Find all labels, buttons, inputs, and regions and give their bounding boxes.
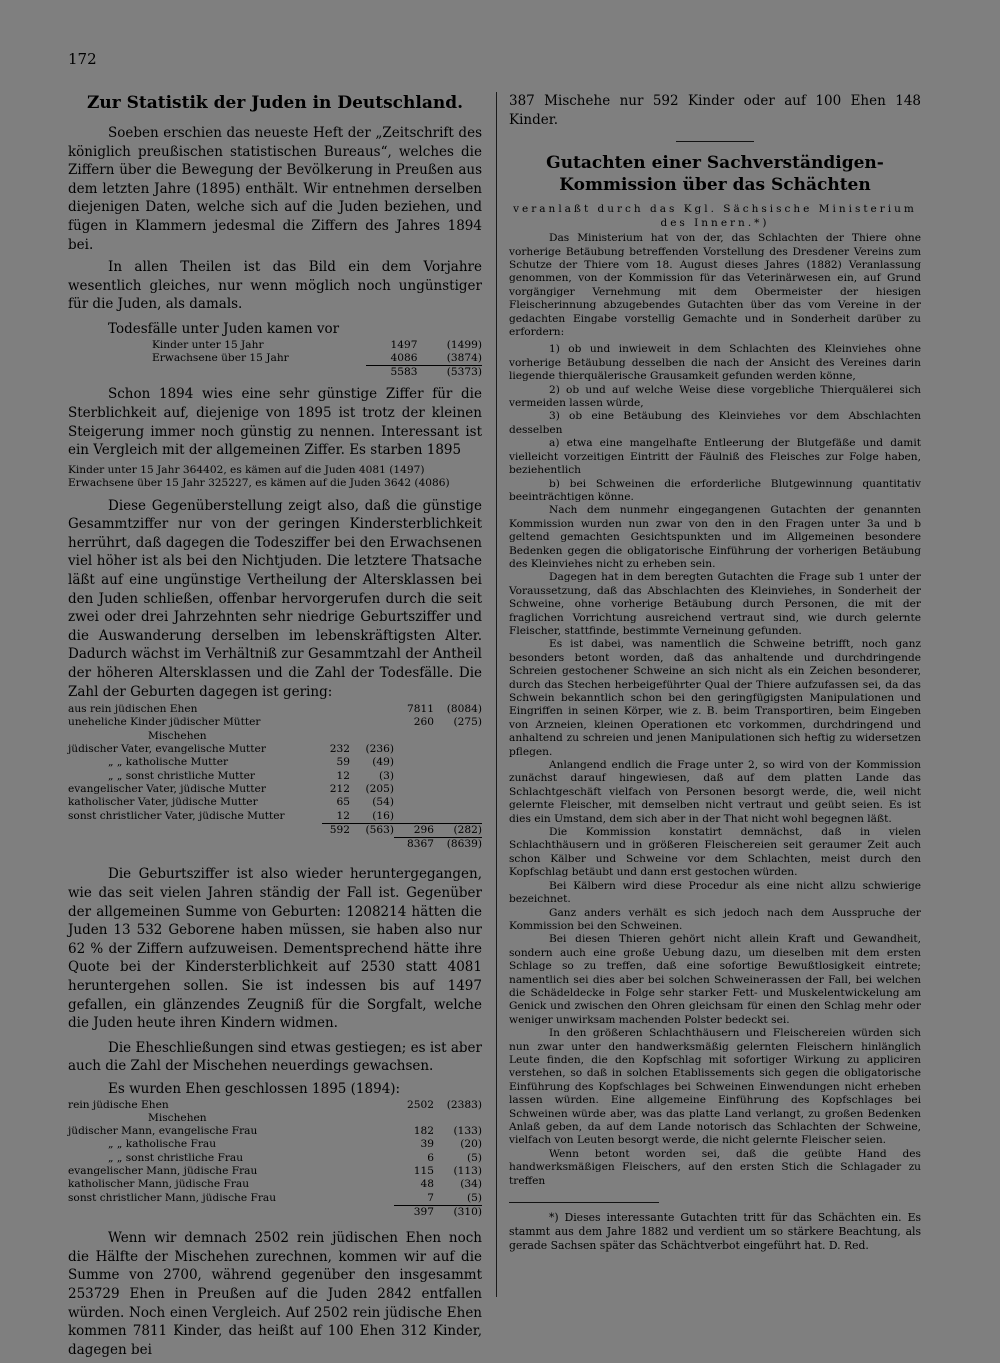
table-cell [394, 783, 434, 796]
table-cell: evangelischer Mann, jüdische Frau [68, 1165, 258, 1178]
table-cell: jüdischer Vater, evangelische Mutter [68, 743, 266, 756]
table-cell: uneheliche Kinder jüdischer Mütter [68, 716, 261, 729]
table-row [68, 796, 482, 809]
paragraph: Wenn wir demnach 2502 rein jüdischen Ehen noch die Hälfte der Mischehen zurechnen, kommen wir auf die Summe von 2700, während gegenüber den insgesammt 253729 Ehen in Preußen auf die Juden 2842 entfallen würden. Noch einen Vergleich. Auf 2502 rein jüdische Ehen kommen 7811 Kinder, das heißt auf 100 Ehen 312 Kinder, dagegen bei [68, 1230, 482, 1358]
paragraph: Die Geburtsziffer ist also wieder heruntergegangen, wie das seit vielen Jahren ständig der Fall ist. Gegenüber der allgemeinen Summe von Geburten: 1208214 hätten die Juden 13 532 Geborene haben müssen, sie haben also nur 62 % der Ziffern aufzuweisen. Dementsprechend hätte ihre Quote bei der Kindersterblichkeit auf 2530 statt 4081 heruntergehen sollen. Sie ist indessen bis auf 1497 gefallen, ein glänzendes Zeugniß für die Sorgfalt, welche die Juden heute ihren Kindern widmen. [68, 866, 482, 1032]
table-cell: „ „ katholische Frau [108, 1138, 217, 1151]
right-column [509, 92, 921, 1253]
table-cell: Erwachsene über 15 Jahr [152, 351, 289, 364]
article-title: Zur Statistik der Juden in Deutschland. [86, 93, 464, 113]
table-cell: 65 [336, 796, 350, 809]
question-item: 3) ob eine Betäubung des Kleinviehes vor dem Abschlachten desselben [509, 410, 921, 436]
table-cell: 182 [413, 1125, 434, 1138]
table-row [68, 1192, 482, 1206]
table-row [152, 339, 482, 352]
table-row [68, 1125, 482, 1138]
births-table [68, 703, 482, 851]
table-cell: (563) [350, 823, 394, 837]
table-cell: (310) [434, 1205, 482, 1219]
table-cell: (205) [365, 782, 394, 795]
table-cell: (3874) [446, 351, 482, 364]
table-cell: 115 [413, 1165, 434, 1178]
table-cell: (54) [372, 796, 394, 809]
table-row [68, 703, 482, 716]
table-cell: (49) [372, 756, 394, 769]
table-row [68, 1205, 482, 1219]
paragraph: In den größeren Schlachthäusern und Fleischereien würden sich nun zwar unter den handwerksmäßig gelernten Fleischern hinlänglich Leute finden, die den Kopfschlag mit sofortiger Wirkung zu appliciren verstehen, so daß in solchen Etablissements sich gegen die obligatorische Einführung des Kopfschlages bei Schweinen Einwendungen nicht erheben lassen würden. Eine allgemeine Einführung des Kopfschlages bei Schweinen würde aber, was das platte Land verlangt, zu großen Bedenken Anlaß geben, da auf dem Lande notorisch das Schlachten der Schweine, vielfach von Leuten besorgt werde, die nicht gelernte Fleischer seien. [509, 1027, 921, 1147]
paragraph: Das Ministerium hat von der, das Schlachten der Thiere ohne vorherige Betäubung betreffenden Vorstellung des Dresdener Vereins zum Schutze der Thiere vom 18. August dieses Jahres (1882) Veranlassung genommen, von der Kommission für das Veterinärwesen ein, auf Grund vorgängiger Vernehmung mit dem Obermeister der hiesigen Fleischerinnung abzugebendes Gutachten über das vom Vereine in der gedachten Eingabe vorstellig Gemachte und in Sonderheit darüber zu erfordern: [509, 232, 921, 339]
paragraph: In allen Theilen ist das Bild ein dem Vorjahre wesentlich gleiches, nur wenn möglich noch ungünstiger für die Juden, als damals. [68, 259, 482, 313]
table-row [68, 1165, 482, 1178]
paragraph: Nach dem nunmehr eingegangenen Gutachten der genannten Kommission wurden nun zwar von den in den Fragen unter 3a und b geltend gemachten Gesichtspunkten und im Allgemeinen besondere Bedenken gegen die obligatorische Einführung der vorherigen Betäubung des Kleinviehes nicht zu erheben sein. [509, 504, 921, 570]
table-cell [434, 810, 482, 824]
left-column [68, 92, 482, 1359]
section-rule [676, 141, 754, 142]
table-cell: sonst christlicher Mann, jüdische Frau [68, 1191, 277, 1204]
table-cell [394, 796, 434, 809]
table-cell [322, 730, 350, 743]
table-cell: (2383) [446, 1098, 482, 1111]
table-cell: 5583 [366, 366, 418, 380]
question-item: b) bei Schweinen die erforderliche Blutgewinnung quantitativ beeinträchtigen könne. [509, 477, 921, 503]
table-cell: (16) [372, 809, 394, 822]
table-cell [350, 838, 394, 852]
table-row [68, 1178, 482, 1191]
table-cell: (275) [453, 716, 482, 729]
table-cell: sonst christlicher Vater, jüdische Mutter [68, 809, 285, 822]
table-cell: 6 [427, 1151, 434, 1164]
table-row [152, 366, 482, 380]
table-cell: 4086 [390, 351, 418, 364]
table-heading: Todesfälle unter Juden kamen vor [108, 320, 340, 337]
table-cell: (133) [453, 1125, 482, 1138]
paragraph: Es ist dabei, was namentlich die Schweine betrifft, noch ganz besonders betont worden, daß das anhaltende und durchdringende Schreien gestochener Schweine an sich nicht als ein Zeichen besonderer, durch das Stechen herbeigeführter Qual der Thiere aufzufassen sei, da das Schwein bekanntlich schon bei den geringfügigsten Manipulationen und Eingriffen in seinen Körper, wie z. B. beim Transportiren, beim Eingeben von Arzneien, kleinen Operationen etc vorkommen, durchdringend und anhaltend zu schreien und jenen Manipulationen sich heftig zu widersetzen pflegen. [509, 638, 921, 758]
table-heading: Es wurden Ehen geschlossen 1895 (1894): [108, 1080, 401, 1097]
table-cell: 296 [394, 823, 434, 837]
table-cell [394, 756, 434, 769]
comparison-line: Erwachsene über 15 Jahr 325227, es kämen auf die Juden 3642 (4086) [68, 477, 450, 490]
table-cell [394, 770, 434, 783]
table-cell: 232 [329, 743, 350, 756]
table-cell: Mischehen [148, 1111, 207, 1124]
table-row [68, 1138, 482, 1151]
paragraph: Ganz anders verhält es sich jedoch nach dem Ausspruche der Kommission bei den Schweinen. [509, 906, 921, 932]
table-row [68, 730, 482, 743]
table-cell: (20) [460, 1138, 482, 1151]
table-cell [68, 1205, 394, 1219]
table-row [68, 743, 482, 756]
paragraph: Bei Kälbern wird diese Procedur als eine nicht allzu schwierige bezeichnet. [509, 879, 921, 906]
marriages-table [68, 1099, 482, 1220]
paragraph: Die Eheschließungen sind etwas gestiegen; es ist aber auch die Zahl der Mischehen neuerdings gewachsen. [68, 1039, 482, 1075]
article-subtitle: veranlaßt durch das Kgl. Sächsische Ministerium des Innern.*) [513, 203, 917, 230]
question-item: a) etwa eine mangelhafte Entleerung der Blutgefäße und damit vielleicht vorzeitigen Eintritt der Fäulniß des Fleisches zur Folge haben, beziehentlich [509, 437, 921, 477]
table-cell: 39 [420, 1138, 434, 1151]
table-cell: „ „ katholische Mutter [108, 756, 229, 769]
table-row [68, 1099, 482, 1112]
table-cell [350, 716, 394, 729]
table-cell: (236) [365, 743, 394, 756]
table-cell: aus rein jüdischen Ehen [68, 703, 198, 716]
table-cell [350, 730, 394, 743]
table-cell: (1499) [446, 338, 482, 351]
table-row [68, 1152, 482, 1165]
question-item: 2) ob und auf welche Weise diese vorgebliche Thierquälerei sich vermeiden lassen würde, [509, 383, 921, 410]
table-cell: rein jüdische Ehen [68, 1098, 169, 1111]
table-cell [322, 716, 350, 729]
table-row [68, 838, 482, 852]
table-cell: (5373) [417, 366, 482, 380]
table-cell [68, 823, 322, 837]
table-cell: (8084) [446, 703, 482, 716]
paragraph: Schon 1894 wies eine sehr günstige Ziffer für die Sterblichkeit auf, diejenige von 1895 ist trotz der kleinen Steigerung immer noch günstig zu nennen. Interessant ist ein Vergleich mit der allgemeinen Ziffer. Es starben 1895 [68, 386, 482, 459]
table-cell: Kinder unter 15 Jahr [152, 338, 264, 351]
table-cell [322, 838, 350, 852]
table-cell: 59 [336, 756, 350, 769]
table-cell: 8367 [394, 838, 434, 852]
table-cell [434, 743, 482, 756]
table-cell: 260 [413, 716, 434, 729]
table-cell [152, 366, 366, 380]
table-cell: jüdischer Mann, evangelische Frau [68, 1125, 258, 1138]
table-cell: 48 [420, 1178, 434, 1191]
table-cell: 2502 [407, 1098, 434, 1111]
paragraph: Wenn betont worden sei, daß die geübte Hand des handwerksmäßigen Fleischers, auf den ersten Stich die Schlagader zu treffen [509, 1147, 921, 1187]
table-row [68, 716, 482, 729]
comparison-line: Kinder unter 15 Jahr 364402, es kämen auf die Juden 4081 (1497) [68, 463, 425, 476]
table-cell: „ „ sonst christliche Mutter [108, 769, 255, 782]
table-row [68, 1112, 482, 1125]
table-cell: (5) [466, 1191, 482, 1204]
table-cell [434, 730, 482, 743]
table-cell: katholischer Mann, jüdische Frau [68, 1178, 250, 1191]
table-cell: (8639) [434, 838, 482, 852]
table-cell: 397 [394, 1205, 434, 1219]
table-cell: 7 [427, 1191, 434, 1204]
table-cell: 1497 [390, 338, 418, 351]
table-cell: (113) [453, 1165, 482, 1178]
table-cell [322, 703, 350, 716]
table-cell: „ „ sonst christliche Frau [108, 1151, 244, 1164]
article-title: Gutachten einer Sachverständigen-Kommission über das Schächten [546, 153, 884, 196]
table-cell: 7811 [407, 703, 434, 716]
column-divider [496, 92, 497, 1297]
table-cell [434, 1112, 482, 1125]
table-cell: 12 [336, 769, 350, 782]
table-row [68, 756, 482, 769]
table-cell [394, 730, 434, 743]
table-cell: (282) [434, 823, 482, 837]
table-cell: Mischehen [148, 729, 207, 742]
paragraph: Soeben erschien das neueste Heft der „Zeitschrift des königlich preußischen statistischen Bureaus“, welches die Ziffern über die Bewegung der Bevölkerung in Preußen aus dem letzten Jahre (1895) enthält. Wir entnehmen derselben diejenigen Daten, welche sich auf die Juden beziehen, und fügen in Klammern jedesmal die Ziffern des Jahres 1894 bei. [68, 125, 482, 253]
table-cell [434, 783, 482, 796]
table-row [68, 810, 482, 824]
paragraph: Bei diesen Thieren gehört nicht allein Kraft und Gewandheit, sondern auch eine große Uebung dazu, um dieselben mit dem ersten Schlage so zu treffen, daß eine sofortige Bewußtlosigkeit eintrete; namentlich sei dies aber bei solchen Schweinerassen der Fall, bei welchen die Schädeldecke in Folge sehr starker Fett- und Muskelentwickelung am Genick und zwischen den Ohren gleichsam für einen den Schlag mehr oder weniger unwirksam machenden Polster bedeckt sei. [509, 933, 921, 1026]
table-cell [434, 770, 482, 783]
continued-text: 387 Mischehe nur 592 Kinder oder auf 100 Ehen 148 Kinder. [509, 93, 921, 128]
table-cell [434, 796, 482, 809]
table-cell [434, 756, 482, 769]
question-item: 1) ob und inwieweit in dem Schlachten des Kleinviehes ohne vorherige Betäubung desselben die nach der Ansicht des Vereines darin liegende thierquälerische Grausamkeit gefunden werden könne, [509, 343, 921, 383]
table-cell [394, 1112, 434, 1125]
table-cell: katholischer Vater, jüdische Mutter [68, 796, 258, 809]
table-cell: evangelischer Vater, jüdische Mutter [68, 782, 266, 795]
page-number: 172 [68, 50, 97, 68]
table-cell: (34) [460, 1178, 482, 1191]
table-cell: 592 [322, 823, 350, 837]
footnote-rule [509, 1202, 659, 1203]
table-cell [68, 838, 322, 852]
table-row [68, 770, 482, 783]
table-row [68, 783, 482, 796]
deaths-table [152, 339, 482, 380]
table-cell: (5) [466, 1151, 482, 1164]
table-cell: 12 [336, 809, 350, 822]
table-row [152, 352, 482, 366]
table-cell: (3) [378, 769, 394, 782]
paragraph: Diese Gegenüberstellung zeigt also, daß die günstige Gesammtziffer nur von der geringen Kindersterblichkeit herrührt, daß dagegen die Todesziffer bei den Erwachsenen viel höher ist als bei den Nichtjuden. Die letztere Thatsache läßt auf eine ungünstige Vertheilung der Altersklassen bei den Juden schließen, offenbar hervorgerufen durch die seit zwei oder drei Jahrzehnten sehr niedrige Geburtsziffer und die Auswanderung derselben im lebenskräftigsten Alter. Dadurch wächst im Verhältniß zur Gesammtzahl der Antheil der höheren Altersklassen und die Zahl der Todesfälle. Die Zahl der Geburten dagegen ist gering: [68, 497, 482, 700]
table-cell [394, 810, 434, 824]
table-cell [394, 743, 434, 756]
paragraph: Dagegen hat in dem beregten Gutachten die Frage sub 1 unter der Voraussetzung, daß das Abschlachten des Kleinviehes, in Sonderheit der Schweine, ohne vorherige Betäubung durch Personen, die mit der fraglichen Vorrichtung ausreichend vertraut sind, wie durch gelernte Fleischer, stattfinde, bestimmte Verneinung gefunden. [509, 571, 921, 637]
paragraph: Die Kommission konstatirt demnächst, daß in vielen Schlachthäusern und in größeren Fleischereien seit geraumer Zeit auch schon Kälber und Schweine vor dem Schlachten, meist durch den Kopfschlag betäubt und dann erst gestochen würden. [509, 826, 921, 879]
paragraph: Anlangend endlich die Frage unter 2, so wird von der Kommission zunächst darauf hingewiesen, daß auf dem platten Lande das Schlachtgeschäft vielfach von Personen besorgt werde, die, weil nicht gelernte Fleischer, mit demselben nicht vertraut und geübt seien. Es ist dies ein Umstand, dem sich aber in der That nicht wohl begegnen läßt. [509, 759, 921, 825]
table-cell: 212 [329, 782, 350, 795]
footnote: *) Dieses interessante Gutachten tritt für das Schächten ein. Es stammt aus dem Jahre 1882 und verdient um so stärkere Beachtung, als gerade Sachsen später das Schächtverbot eingeführt hat. D. Red. [509, 1211, 921, 1253]
table-row [68, 823, 482, 837]
table-cell [350, 703, 394, 716]
